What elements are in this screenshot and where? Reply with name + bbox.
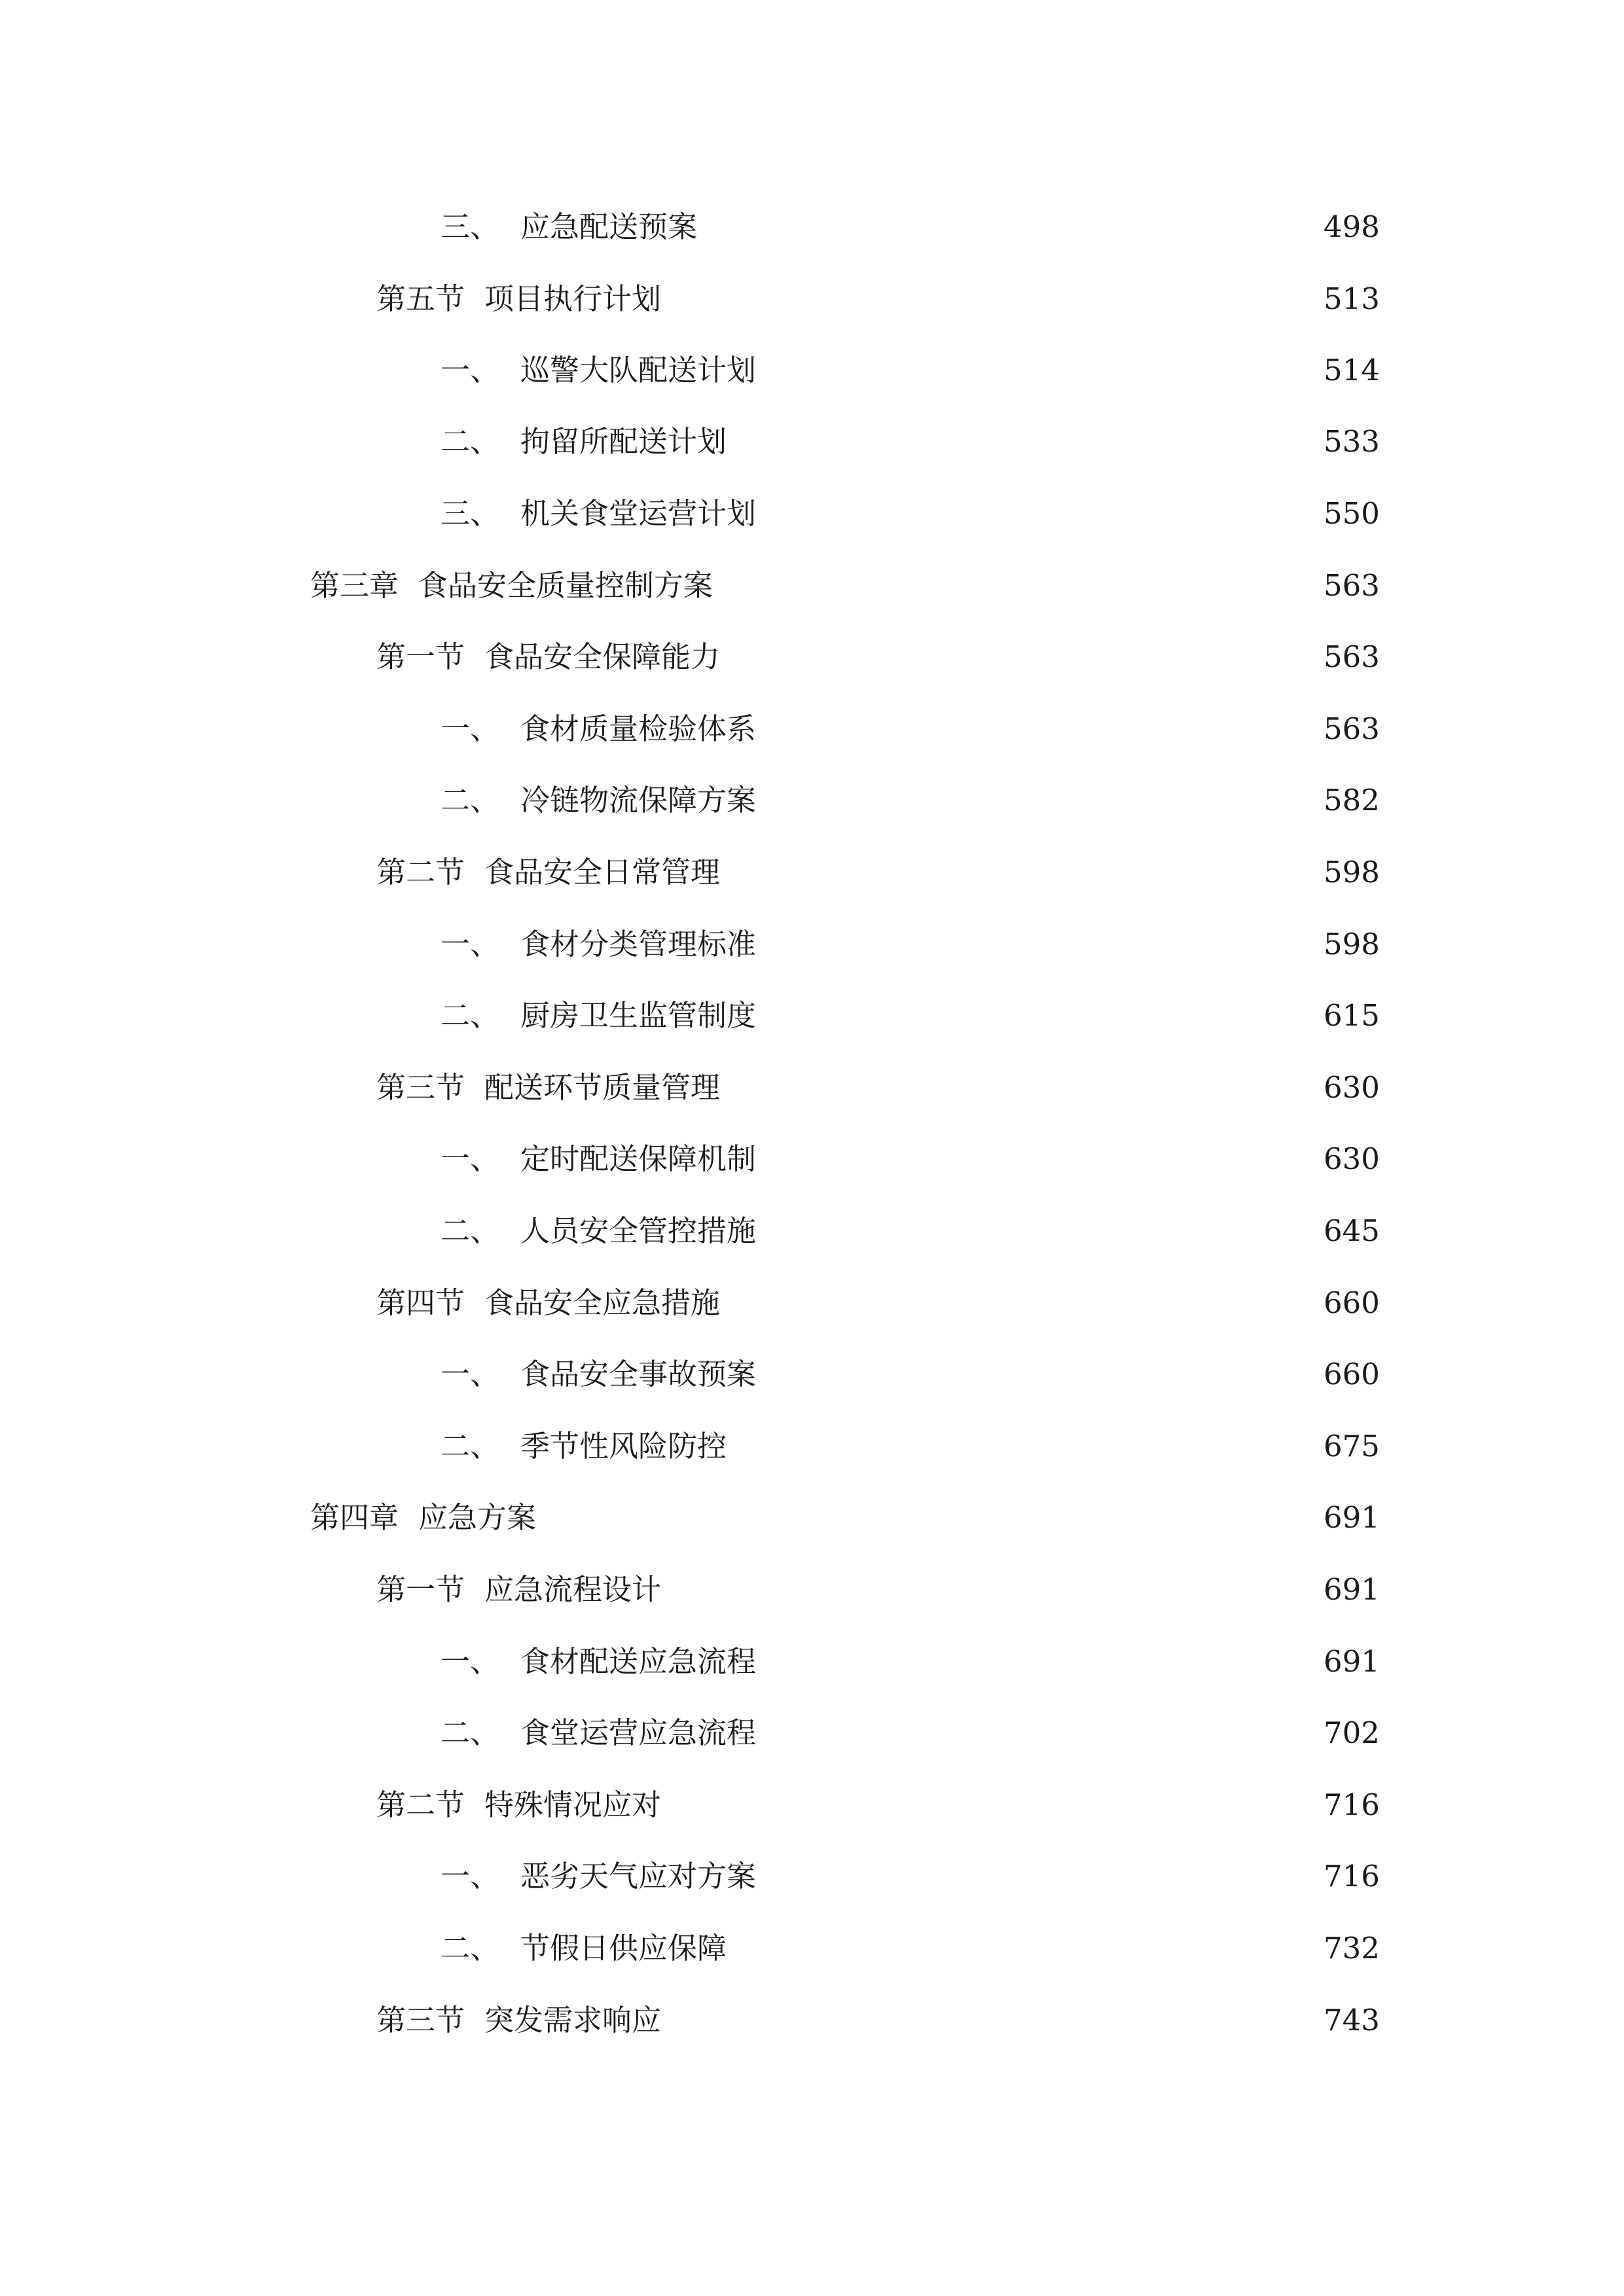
- toc-entry-number: 一、: [441, 1644, 500, 1679]
- toc-entry-number: 二、: [441, 1931, 500, 1965]
- toc-entry[interactable]: [441, 922, 1380, 967]
- toc-entry[interactable]: [376, 1998, 1380, 2043]
- toc-entry-title: 食品安全保障能力: [484, 639, 721, 674]
- toc-entry-number: 三、: [441, 209, 500, 244]
- toc-entry-page: 645: [1324, 1213, 1380, 1248]
- toc-dot-leader: [728, 634, 1317, 680]
- toc-entry-title: 恶劣天气应对方案: [520, 1859, 757, 1893]
- toc-entry[interactable]: [376, 1280, 1380, 1326]
- toc-dot-leader: [764, 491, 1317, 537]
- toc-dot-leader: [764, 706, 1317, 752]
- toc-entry-page: 691: [1324, 1500, 1380, 1535]
- toc-entry[interactable]: [441, 348, 1380, 393]
- toc-entry-title: 食品安全事故预案: [520, 1357, 757, 1391]
- toc-entry-title: 定时配送保障机制: [520, 1141, 757, 1176]
- toc-dot-leader: [764, 1136, 1317, 1182]
- toc-entry[interactable]: [376, 1782, 1380, 1828]
- toc-entry-title: 厨房卫生监管制度: [520, 998, 757, 1033]
- toc-dot-leader: [734, 1926, 1317, 1971]
- toc-entry-title: 应急方案: [418, 1500, 537, 1535]
- toc-entry-number: 第一节: [376, 639, 465, 674]
- toc-entry-title: 食堂运营应急流程: [520, 1715, 757, 1750]
- toc-entry-title: 节假日供应保障: [520, 1931, 727, 1965]
- toc-dot-leader: [728, 850, 1317, 895]
- toc-entry-number: 第一节: [376, 1572, 465, 1607]
- toc-dot-leader: [544, 1495, 1317, 1541]
- toc-dot-leader: [764, 1639, 1317, 1685]
- toc-entry[interactable]: [441, 1136, 1380, 1182]
- toc-dot-leader: [669, 276, 1317, 322]
- toc-entry-page: 630: [1324, 1070, 1380, 1105]
- toc-entry[interactable]: [441, 419, 1380, 465]
- toc-dot-leader: [728, 1280, 1317, 1326]
- toc-entry-number: 二、: [441, 783, 500, 817]
- toc-entry-title: 食材分类管理标准: [520, 927, 757, 961]
- toc-entry[interactable]: [441, 1208, 1380, 1254]
- toc-entry-page: 716: [1324, 1787, 1380, 1822]
- toc-entry[interactable]: [376, 634, 1380, 680]
- toc-entry[interactable]: [376, 1567, 1380, 1613]
- toc-entry-number: 一、: [441, 927, 500, 961]
- toc-entry-number: 第五节: [376, 281, 465, 316]
- toc-entry-title: 突发需求响应: [484, 2003, 662, 2037]
- toc-entry-title: 应急流程设计: [484, 1572, 662, 1607]
- toc-entry-number: 三、: [441, 496, 500, 531]
- toc-dot-leader: [764, 993, 1317, 1039]
- toc-dot-leader: [764, 1710, 1317, 1756]
- toc-entry[interactable]: [310, 1495, 1380, 1541]
- toc-entry-page: 660: [1324, 1357, 1380, 1391]
- toc-entry[interactable]: [376, 276, 1380, 322]
- toc-dot-leader: [669, 1567, 1317, 1613]
- toc-entry-title: 人员安全管控措施: [520, 1213, 757, 1248]
- toc-entry[interactable]: [376, 1065, 1380, 1111]
- toc-entry[interactable]: [441, 1424, 1380, 1469]
- toc-entry-page: 563: [1324, 568, 1380, 603]
- toc-dot-leader: [764, 922, 1317, 967]
- toc-entry-page: 533: [1324, 424, 1380, 459]
- toc-entry-number: 一、: [441, 1141, 500, 1176]
- toc-dot-leader: [705, 204, 1317, 250]
- toc-entry-title: 食品安全日常管理: [484, 855, 721, 889]
- toc-entry-number: 二、: [441, 424, 500, 459]
- toc-entry-page: 514: [1324, 353, 1380, 387]
- toc-entry-page: 702: [1324, 1715, 1380, 1750]
- toc-entry[interactable]: [441, 1926, 1380, 1971]
- toc-entry-title: 拘留所配送计划: [520, 424, 727, 459]
- toc-entry[interactable]: [441, 204, 1380, 250]
- toc-entry-title: 项目执行计划: [484, 281, 662, 316]
- toc-dot-leader: [734, 1424, 1317, 1469]
- toc-entry-title: 冷链物流保障方案: [520, 783, 757, 817]
- toc-dot-leader: [721, 563, 1317, 609]
- toc-entry-page: 716: [1324, 1859, 1380, 1893]
- toc-entry-number: 第四章: [310, 1500, 399, 1535]
- toc-entry[interactable]: [441, 491, 1380, 537]
- toc-dot-leader: [669, 1782, 1317, 1828]
- toc-dot-leader: [764, 1208, 1317, 1254]
- toc-entry-number: 第二节: [376, 855, 465, 889]
- toc-dot-leader: [764, 348, 1317, 393]
- toc-entry[interactable]: [441, 1854, 1380, 1899]
- toc-entry-title: 配送环节质量管理: [484, 1070, 721, 1105]
- toc-entry-page: 498: [1324, 209, 1380, 244]
- toc-entry-title: 特殊情况应对: [484, 1787, 662, 1822]
- toc-entry-number: 第二节: [376, 1787, 465, 1822]
- toc-entry-page: 732: [1324, 1931, 1380, 1965]
- toc-entry-title: 食品安全应急措施: [484, 1285, 721, 1320]
- toc-entry-title: 食材配送应急流程: [520, 1644, 757, 1679]
- toc-entry-page: 598: [1324, 855, 1380, 889]
- toc-entry-page: 615: [1324, 998, 1380, 1033]
- toc-dot-leader: [764, 1352, 1317, 1397]
- toc-entry-page: 563: [1324, 711, 1380, 746]
- toc-entry-page: 660: [1324, 1285, 1380, 1320]
- toc-entry-number: 第三节: [376, 1070, 465, 1105]
- toc-dot-leader: [764, 1854, 1317, 1899]
- toc-entry-page: 675: [1324, 1429, 1380, 1463]
- toc-entry[interactable]: [441, 1639, 1380, 1685]
- toc-entry[interactable]: [441, 993, 1380, 1039]
- toc-entry[interactable]: [441, 1710, 1380, 1756]
- toc-entry-number: 第三节: [376, 2003, 465, 2037]
- toc-entry-number: 二、: [441, 1429, 500, 1463]
- toc-entry-number: 一、: [441, 711, 500, 746]
- toc-entry-page: 743: [1324, 2003, 1380, 2037]
- toc-entry-page: 598: [1324, 927, 1380, 961]
- toc-entry-page: 550: [1324, 496, 1380, 531]
- toc-entry-title: 巡警大队配送计划: [520, 353, 757, 387]
- toc-entry[interactable]: [441, 1352, 1380, 1397]
- toc-dot-leader: [734, 419, 1317, 465]
- toc-entry[interactable]: [376, 850, 1380, 895]
- toc-entry-page: 630: [1324, 1141, 1380, 1176]
- toc-entry-page: 563: [1324, 639, 1380, 674]
- toc-entry-title: 季节性风险防控: [520, 1429, 727, 1463]
- toc-entry-number: 一、: [441, 1859, 500, 1893]
- toc-dot-leader: [728, 1065, 1317, 1111]
- toc-entry-title: 食品安全质量控制方案: [418, 568, 713, 603]
- toc-entry-title: 应急配送预案: [520, 209, 698, 244]
- toc-entry[interactable]: [310, 563, 1380, 609]
- toc-entry-number: 一、: [441, 353, 500, 387]
- toc-entry-number: 二、: [441, 1213, 500, 1248]
- toc-entry-title: 机关食堂运营计划: [520, 496, 757, 531]
- toc-entry[interactable]: [441, 778, 1380, 823]
- toc-entry-number: 二、: [441, 998, 500, 1033]
- toc-dot-leader: [669, 1998, 1317, 2043]
- toc-entry-page: 582: [1324, 783, 1380, 817]
- toc-entry-page: 513: [1324, 281, 1380, 316]
- toc-entry-title: 食材质量检验体系: [520, 711, 757, 746]
- toc-dot-leader: [764, 778, 1317, 823]
- toc-entry-number: 第四节: [376, 1285, 465, 1320]
- toc-entry-number: 第三章: [310, 568, 399, 603]
- toc-entry[interactable]: [441, 706, 1380, 752]
- toc-entry-page: 691: [1324, 1644, 1380, 1679]
- toc-entry-number: 一、: [441, 1357, 500, 1391]
- toc-entry-number: 二、: [441, 1715, 500, 1750]
- toc-entry-page: 691: [1324, 1572, 1380, 1607]
